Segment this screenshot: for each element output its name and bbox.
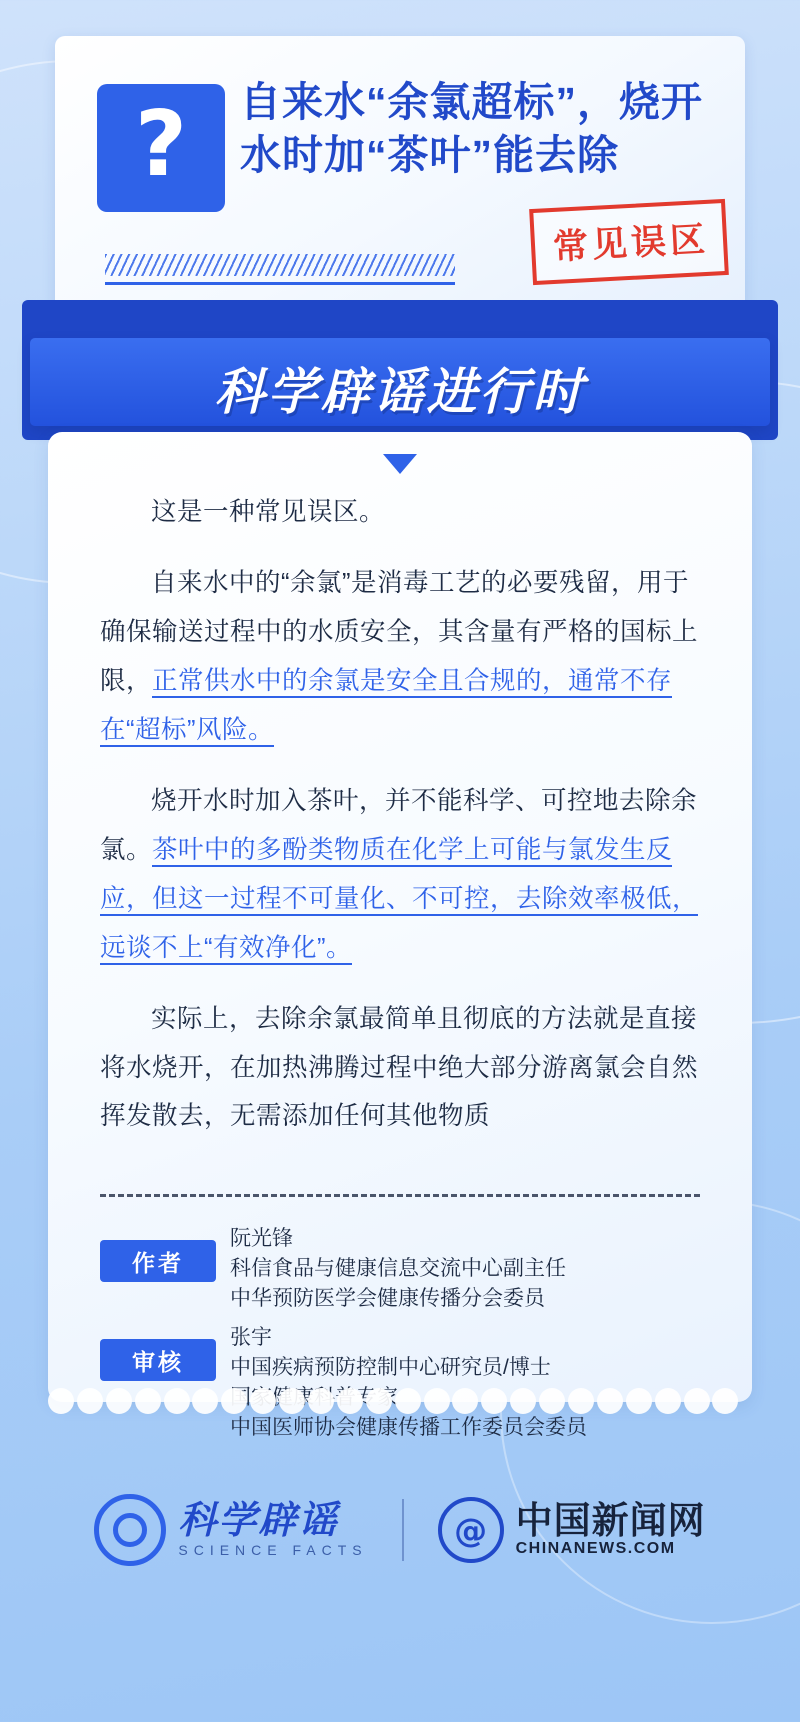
credit-line: 中国医师协会健康传播工作委员会委员	[230, 1415, 587, 1439]
question-mark-glyph: ?	[134, 92, 188, 197]
footer	[0, 1470, 800, 1590]
credit-line: 中国疾病预防控制中心研究员/博士	[230, 1356, 551, 1380]
paragraph-3-highlight: 茶叶中的多酚类物质在化学上可能与氯发生反应，但这一过程不可量化、不可控，去除效率极低，远谈不上“有效净化”。	[100, 836, 698, 965]
credits-block	[100, 1222, 710, 1451]
credit-row-author	[100, 1222, 710, 1313]
credit-row-reviewer	[100, 1321, 710, 1442]
credit-line: 张宇	[230, 1326, 272, 1350]
article-body	[100, 488, 700, 1163]
status-badge: 常见误区	[529, 199, 729, 285]
credit-line: 阮光锋	[230, 1227, 293, 1250]
underline-decoration	[105, 282, 455, 285]
chevron-down-icon	[383, 454, 417, 474]
paragraph-2-highlight: 正常供水中的余氯是安全且合规的，通常不存在“超标”风险。	[100, 667, 672, 747]
credit-tag-author: 作者	[100, 1240, 216, 1282]
banner-title: 科学辟谣进行时	[214, 364, 586, 420]
science-facts-logo	[94, 1494, 367, 1566]
credit-line: 科信食品与健康信息交流中心副主任	[230, 1256, 566, 1280]
chinanews-logo-en: CHINANEWS.COM	[515, 1540, 676, 1558]
scallop-edge-decoration	[48, 1388, 752, 1414]
paragraph-1: 这是一种常见误区。	[151, 498, 386, 526]
page-title: 自来水“余氯超标”，烧开水时加“茶叶”能去除	[240, 79, 703, 179]
headline-card	[55, 36, 745, 314]
question-mark-icon	[97, 84, 225, 212]
at-symbol-icon: @	[438, 1497, 504, 1563]
hatch-decoration	[105, 254, 455, 276]
content-card	[48, 432, 752, 1439]
paragraph-2-text: 自来水中的“余氯”是消毒工艺的必要残留，用于确保输送过程中的水质安全，其含量有严格的国标上限，	[100, 568, 699, 695]
banner	[22, 300, 778, 440]
credit-lines-reviewer	[230, 1321, 587, 1442]
paragraph-3-text: 烧开水时加入茶叶，并不能科学、可控地去除余氯。	[100, 786, 698, 864]
credit-line: 中华预防医学会健康传播分会委员	[230, 1286, 545, 1310]
chinanews-logo	[438, 1497, 706, 1563]
paragraph-2	[100, 559, 700, 755]
divider	[100, 1194, 700, 1197]
credit-lines-author	[230, 1222, 566, 1313]
footer-divider	[402, 1499, 404, 1561]
banner-bar	[30, 338, 770, 426]
paragraph-3	[100, 777, 700, 973]
magnifier-icon	[94, 1494, 166, 1566]
credit-tag-reviewer: 审核	[100, 1339, 216, 1381]
chinanews-logo-cn: 中国新闻网	[515, 1499, 706, 1541]
science-facts-logo-cn: 科学辟谣	[178, 1500, 339, 1543]
paragraph-4: 实际上，去除余氯最简单且彻底的方法就是直接将水烧开，在加热沸腾过程中绝大部分游离氯会自然挥发散去，无需添加任何其他物质	[100, 1004, 699, 1131]
science-facts-logo-en: SCIENCE FACTS	[178, 1541, 368, 1558]
